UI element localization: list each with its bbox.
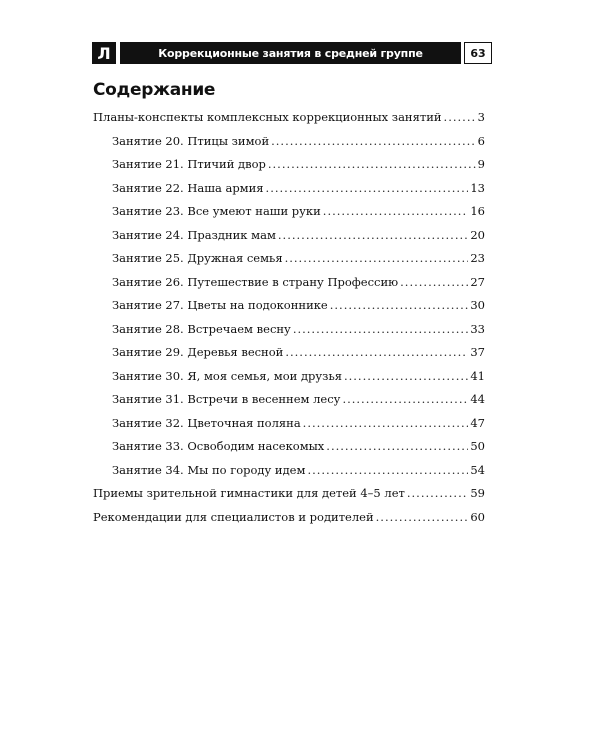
toc-entry bbox=[93, 251, 485, 275]
toc-entry-label: Занятие 34. Мы по городу идем bbox=[112, 462, 306, 477]
dot-leader bbox=[307, 463, 468, 477]
dot-leader bbox=[407, 486, 468, 500]
toc-entry-page: 6 bbox=[477, 133, 485, 148]
toc-entry-label: Рекомендации для специалистов и родителей bbox=[93, 509, 374, 524]
toc-entry-page: 20 bbox=[470, 227, 485, 242]
toc-entry-page: 50 bbox=[470, 439, 485, 453]
toc-entry-page: 41 bbox=[470, 368, 485, 383]
toc-entry bbox=[93, 486, 485, 510]
toc-entry-label: Занятие 25. Дружная семья bbox=[112, 251, 283, 265]
toc-entry bbox=[93, 228, 485, 252]
dot-leader bbox=[285, 345, 468, 359]
toc-entry bbox=[93, 463, 485, 487]
toc-entry bbox=[93, 416, 485, 440]
dot-leader bbox=[278, 228, 468, 242]
toc-entry-label: Занятие 22. Наша армия bbox=[112, 180, 264, 195]
toc-entry-page: 59 bbox=[470, 486, 485, 500]
toc-entry-label: Приемы зрительной гимнастики для детей 4–5 лет bbox=[93, 486, 405, 500]
dot-leader bbox=[330, 298, 469, 312]
toc-entry-page: 23 bbox=[470, 251, 485, 265]
toc-entry-page: 37 bbox=[470, 345, 485, 359]
toc-entry bbox=[93, 298, 485, 322]
toc-entry-page: 47 bbox=[470, 415, 485, 430]
toc-entry bbox=[93, 157, 485, 181]
toc-entry bbox=[93, 439, 485, 463]
dot-leader bbox=[303, 416, 469, 430]
toc-entry-label: Занятие 31. Встречи в весеннем лесу bbox=[112, 392, 341, 406]
toc-entry-label: Занятие 21. Птичий двор bbox=[112, 157, 266, 171]
dot-leader bbox=[293, 322, 469, 336]
toc-entry-label: Занятие 32. Цветочная поляна bbox=[112, 415, 301, 430]
toc-entry-page: 30 bbox=[470, 298, 485, 312]
toc-entry-label: Занятие 28. Встречаем весну bbox=[112, 321, 291, 336]
toc-entry-page: 60 bbox=[470, 509, 485, 524]
toc-entry-label: Занятие 33. Освободим насекомых bbox=[112, 439, 325, 453]
toc-heading: Содержание bbox=[93, 80, 216, 100]
toc-entry bbox=[93, 322, 485, 346]
toc-entry-page: 44 bbox=[470, 392, 485, 406]
toc-entry-label: Занятие 23. Все умеют наши руки bbox=[112, 204, 321, 218]
toc-entry-page: 9 bbox=[477, 157, 485, 171]
toc-entry bbox=[93, 369, 485, 393]
dot-leader bbox=[323, 204, 469, 218]
toc-entry bbox=[93, 181, 485, 205]
running-title: Коррекционные занятия в средней группе bbox=[120, 42, 461, 64]
dot-leader bbox=[268, 157, 476, 171]
toc-entry-label: Занятие 26. Путешествие в страну Профессию bbox=[112, 274, 399, 289]
dot-leader bbox=[400, 275, 468, 289]
toc-entry bbox=[93, 134, 485, 158]
toc-entry-page: 27 bbox=[470, 274, 485, 289]
toc-entry-label: Занятие 29. Деревья весной bbox=[112, 345, 284, 359]
dot-leader bbox=[285, 251, 469, 265]
toc-entry bbox=[93, 275, 485, 299]
toc-entry bbox=[93, 110, 485, 134]
page-number: 63 bbox=[464, 42, 492, 64]
toc-entry bbox=[93, 392, 485, 416]
toc-entry-label: Занятие 24. Праздник мам bbox=[112, 227, 276, 242]
toc-entry-page: 54 bbox=[470, 462, 485, 477]
toc-entry-page: 13 bbox=[470, 180, 485, 195]
dot-leader bbox=[376, 510, 469, 524]
table-of-contents bbox=[93, 110, 485, 533]
dot-leader bbox=[342, 392, 468, 406]
toc-entry bbox=[93, 204, 485, 228]
running-header bbox=[92, 42, 492, 64]
dot-leader bbox=[444, 110, 476, 124]
toc-entry-label: Занятие 27. Цветы на подоконнике bbox=[112, 298, 328, 312]
toc-entry-page: 3 bbox=[477, 110, 485, 124]
toc-entry bbox=[93, 510, 485, 534]
dot-leader bbox=[266, 181, 469, 195]
publisher-logo: Л bbox=[92, 42, 116, 64]
toc-entry-label: Занятие 30. Я, моя семья, мои друзья bbox=[112, 368, 342, 383]
dot-leader bbox=[271, 134, 476, 148]
toc-entry-label: Планы-конспекты комплексных коррекционных занятий bbox=[93, 110, 442, 124]
toc-entry-label: Занятие 20. Птицы зимой bbox=[112, 133, 270, 148]
toc-entry-page: 16 bbox=[470, 204, 485, 218]
dot-leader bbox=[326, 439, 468, 453]
dot-leader bbox=[344, 369, 468, 383]
toc-entry-page: 33 bbox=[470, 321, 485, 336]
toc-entry bbox=[93, 345, 485, 369]
